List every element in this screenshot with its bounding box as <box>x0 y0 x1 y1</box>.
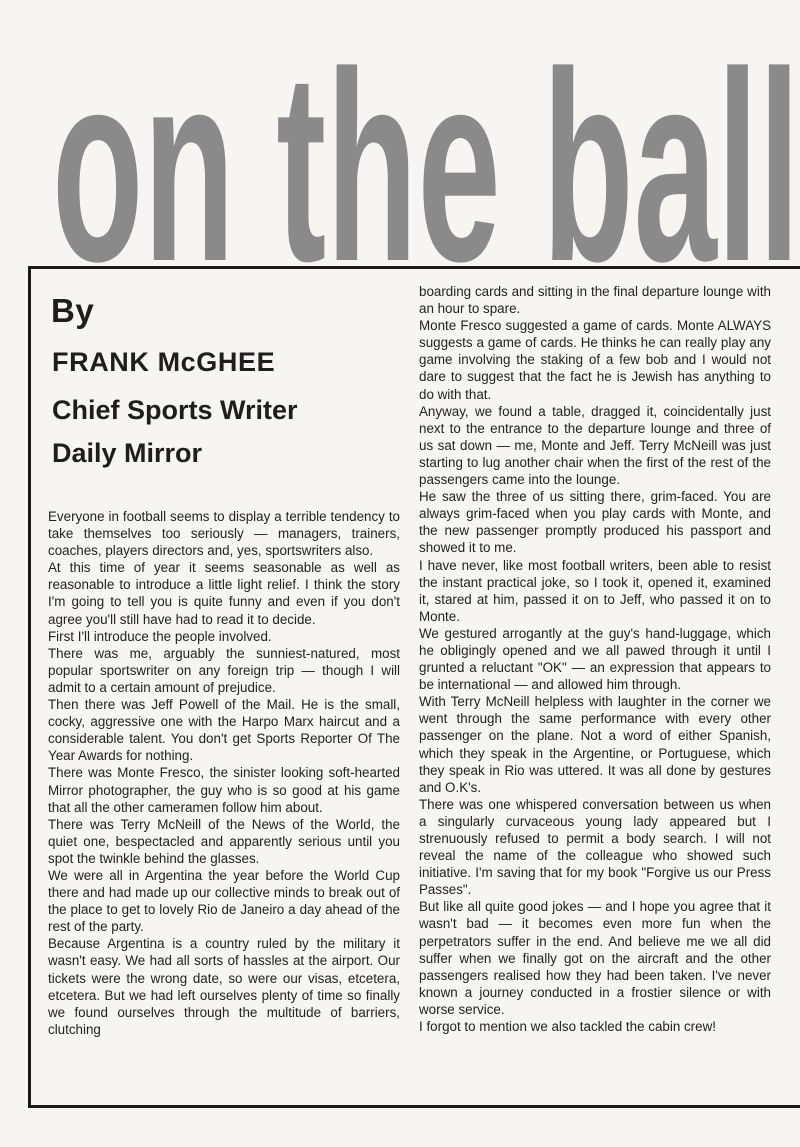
paragraph: boarding cards and sitting in the final departure lounge with an hour to spare. <box>419 284 771 317</box>
paragraph: But like all quite good jokes — and I hope you agree that it wasn't bad — it becomes even more fun when the perpetrators suffer in the end. And believe me we all did suffer when we finally got on the aircraft and the other passengers realised how they had been taken. I've never known a journey conducted in a frostier silence or with worse service. <box>419 899 771 1017</box>
paragraph: He saw the three of us sitting there, grim-faced. You are always grim-faced when you play cards with Monte, and the new passenger promptly produced his passport and showed it to me. <box>419 489 771 556</box>
right-body-text <box>419 283 771 1035</box>
paragraph: Everyone in football seems to display a terrible tendency to take themselves too seriously — managers, trainers, coaches, players directors and, yes, sportswriters also. <box>48 509 400 559</box>
paragraph: Because Argentina is a country ruled by the military it wasn't easy. We had all sorts of hassles at the airport. Our tickets were the wrong date, so were our visas, etcetera, etcetera. But we had left ourselves plenty of time so finally we found ourselves through the multitude of barriers, clutching <box>48 936 400 1037</box>
paragraph: With Terry McNeill helpless with laughter in the corner we went through the same performance with every other passenger on the plane. Not a word of either Spanish, which they speak in the Argentine, or Portuguese, which they speak in Rio was uttered. It was all done by gestures and O.K's. <box>419 694 771 795</box>
author-name: FRANK McGHEE <box>52 347 276 377</box>
byline-by: By <box>51 292 95 329</box>
left-column <box>48 282 400 1038</box>
right-column <box>419 283 771 1035</box>
headline <box>52 55 800 265</box>
author-publication: Daily Mirror <box>52 438 203 468</box>
headline-text: on the ball <box>52 55 800 265</box>
paragraph: There was Terry McNeill of the News of the World, the quiet one, bespectacled and apparently serious until you spot the twinkle behind the glasses. <box>48 816 400 866</box>
author-title: Chief Sports Writer <box>52 395 298 425</box>
paragraph: There was Monte Fresco, the sinister looking soft-hearted Mirror photographer, the guy who is so good at his game that all the other cameramen follow him about. <box>48 765 400 815</box>
left-body-text <box>48 508 400 1038</box>
paragraph: There was me, arguably the sunniest-natured, most popular sportswriter on any foreign trip — though I will admit to a certain amount of prejudice. <box>48 645 400 695</box>
paragraph: There was one whispered conversation between us when a singularly curvaceous young lady appeared but I strenuously refused to permit a body search. I will not reveal the name of the colleague who showed such initiative. I'm saving that for my book "Forgive us our Press Passes". <box>419 796 771 898</box>
paragraph: Monte Fresco suggested a game of cards. Monte ALWAYS suggests a game of cards. He thinks he can really play any game involving the staking of a few bob and I would not dare to suggest that the fact he is Jewish has anything to do with that. <box>419 318 771 402</box>
paragraph: Anyway, we found a table, dragged it, coincidentally just next to the entrance to the departure lounge and three of us sat down — me, Monte and Jeff. Terry McNeill was just starting to lug another chair when the first of the rest of the passengers came into the lounge. <box>419 403 771 488</box>
paragraph: We gestured arrogantly at the guy's hand-luggage, which he obligingly opened and we all pawed through it until I grunted a reluctant "OK" — an expression that appears to be international — and allowed him through. <box>419 625 771 693</box>
paragraph: At this time of year it seems seasonable as well as reasonable to introduce a little light relief. I think the story I'm going to tell you is quite funny and even if you don't agree you'll still have had to read it to decide. <box>48 560 400 627</box>
headline-graphic <box>52 55 800 265</box>
paragraph: I have never, like most football writers, been able to resist the instant practical joke, so I took it, opened it, examined it, stared at him, passed it on to Jeff, who passed it on to Monte. <box>419 557 771 624</box>
paragraph: First I'll introduce the people involved. <box>48 628 272 644</box>
paragraph: I forgot to mention we also tackled the cabin crew! <box>419 1019 716 1035</box>
paragraph: We were all in Argentina the year before the World Cup there and had made up our collective minds to break out of the place to get to lovely Rio de Janeiro a day ahead of the rest of the party. <box>48 867 400 935</box>
paragraph: Then there was Jeff Powell of the Mail. He is the small, cocky, aggressive one with the Harpo Marx haircut and a considerable talent. You don't get Sports Reporter Of The Year Awards for nothing. <box>48 697 400 764</box>
